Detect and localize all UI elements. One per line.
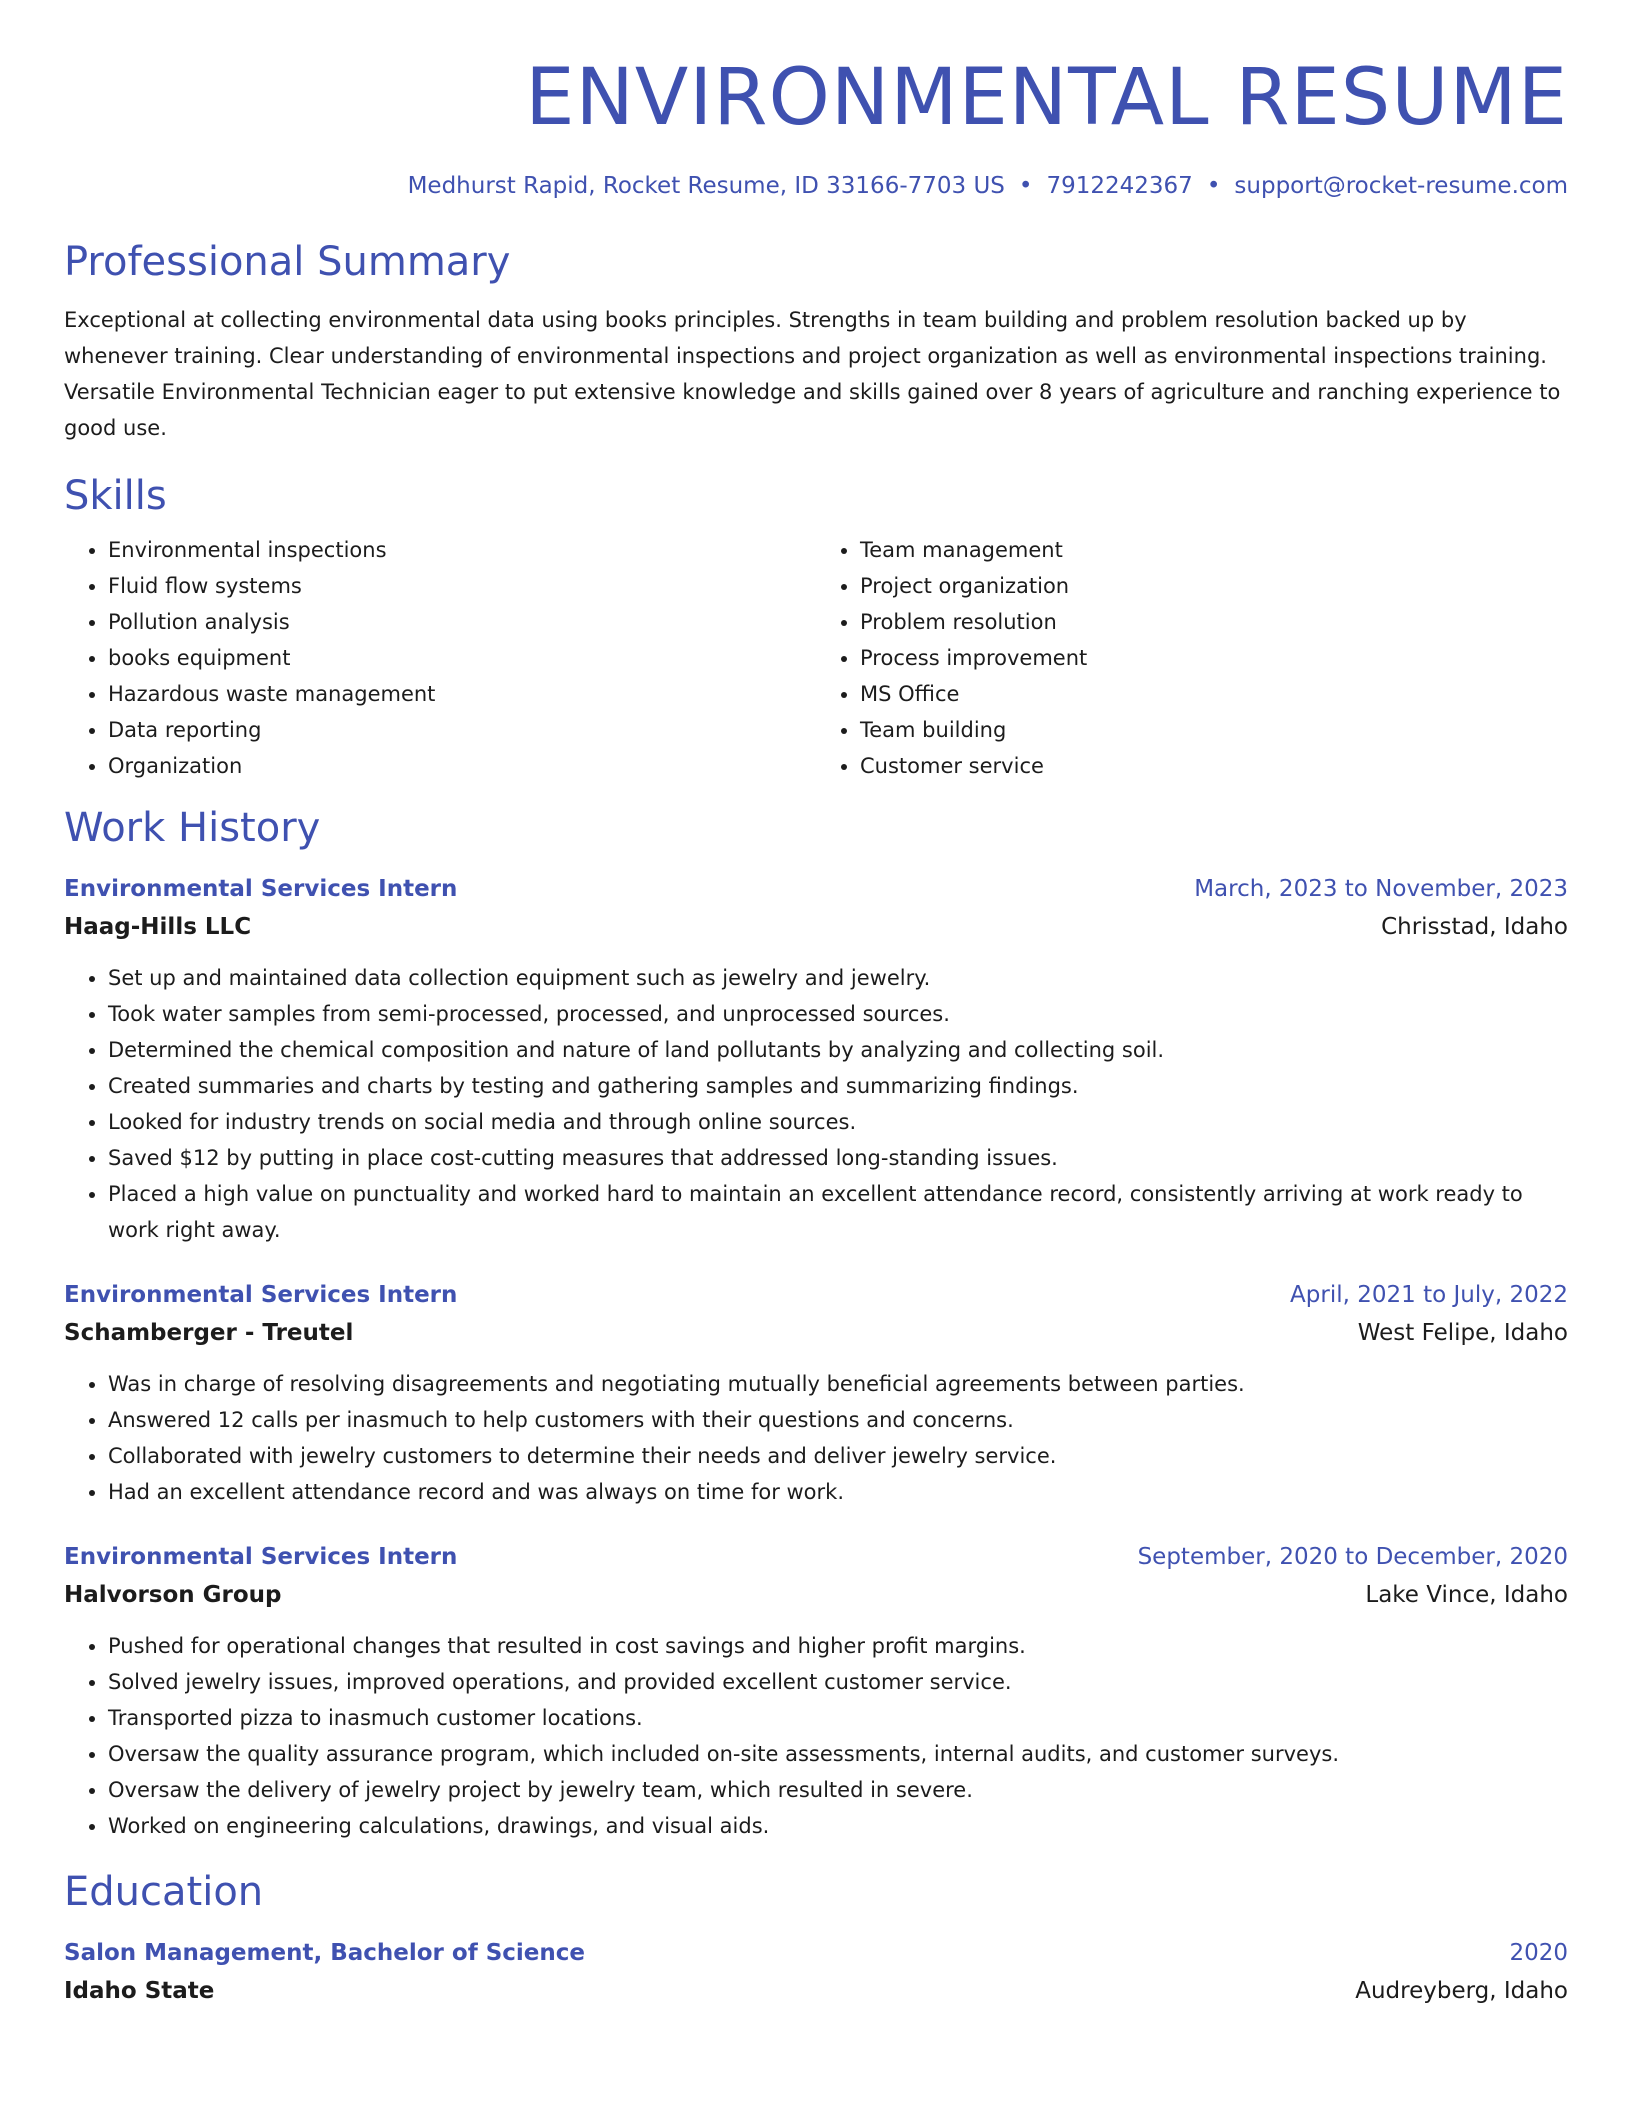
summary-text: Exceptional at collecting environmental data using books principles. Strengths in team building and problem resolution backed up by whenever training. Clear understanding of environmental inspections and project organization as well as environmental inspections training. Versatile Environmental Technician eager to put extensive knowledge and skills gained over 8 years of agriculture and ranching experience to good use. [64, 307, 1561, 440]
skill-item: • Hazardous waste management [108, 676, 816, 712]
skill-item: • Data reporting [108, 712, 816, 748]
skill-item: • Team management [860, 532, 1568, 568]
contact-email: support@rocket-resume.com [1234, 172, 1568, 199]
job-bullet: • Collaborated with jewelry customers to determine their needs and deliver jewelry service. [108, 1438, 1568, 1474]
job-entry [64, 1538, 1568, 1844]
job-header-row [64, 1276, 1568, 1314]
education-degree: Salon Management, Bachelor of Science [64, 1939, 585, 1966]
job-company-row [64, 1314, 1568, 1352]
job-title: Environmental Services Intern [64, 875, 458, 902]
resume-name: ENVIRONMENTAL RESUME [525, 53, 1568, 143]
job-bullet: • Created summaries and charts by testing and gathering samples and summarizing findings. [108, 1068, 1568, 1104]
job-header-row [64, 1538, 1568, 1576]
job-location: Lake Vince, Idaho [1365, 1581, 1568, 1608]
education-school-row [64, 1972, 1568, 2010]
skill-item: • Organization [108, 748, 816, 784]
job-company: Halvorson Group [64, 1581, 282, 1608]
skill-item: • Environmental inspections [108, 532, 816, 568]
job-bullet: • Pushed for operational changes that resulted in cost savings and higher profit margins. [108, 1628, 1568, 1664]
job-dates: March, 2023 to November, 2023 [1194, 875, 1568, 902]
skill-item: • books equipment [108, 640, 816, 676]
job-bullets [64, 1366, 1568, 1510]
skills-list-right [816, 532, 1568, 784]
skills-list-left [64, 532, 816, 784]
job-entry [64, 870, 1568, 1248]
job-bullets [64, 960, 1568, 1248]
skill-item: • Team building [860, 712, 1568, 748]
job-bullet: • Oversaw the quality assurance program, which included on-site assessments, internal audits, and customer surveys. [108, 1736, 1568, 1772]
skills-section [64, 472, 1568, 784]
resume-header [64, 0, 1568, 202]
job-location: West Felipe, Idaho [1357, 1319, 1568, 1346]
job-company: Schamberger - Treutel [64, 1319, 354, 1346]
skill-item: • MS Office [860, 676, 1568, 712]
job-bullet: • Solved jewelry issues, improved operations, and provided excellent customer service. [108, 1664, 1568, 1700]
work-history-title: Work History [64, 804, 321, 851]
education-title: Education [64, 1868, 264, 1915]
work-history-section [64, 804, 1568, 1844]
job-company: Haag-Hills LLC [64, 913, 252, 940]
job-bullet: • Determined the chemical composition and nature of land pollutants by analyzing and collecting soil. [108, 1032, 1568, 1068]
education-entry [64, 1934, 1568, 2010]
contact-separator: • [1018, 172, 1033, 199]
job-title: Environmental Services Intern [64, 1281, 458, 1308]
skill-item: • Fluid flow systems [108, 568, 816, 604]
contact-address: Medhurst Rapid, Rocket Resume, ID 33166-7703 US [407, 172, 1005, 199]
skill-item: • Problem resolution [860, 604, 1568, 640]
job-bullet: • Answered 12 calls per inasmuch to help customers with their questions and concerns. [108, 1402, 1568, 1438]
contact-separator: • [1206, 172, 1221, 199]
job-title: Environmental Services Intern [64, 1543, 458, 1570]
education-header-row [64, 1934, 1568, 1972]
summary-title: Professional Summary [64, 238, 511, 285]
summary-section [64, 238, 1568, 446]
education-location: Audreyberg, Idaho [1355, 1977, 1568, 2004]
job-dates: September, 2020 to December, 2020 [1137, 1543, 1568, 1570]
job-location: Chrisstad, Idaho [1381, 913, 1568, 940]
skill-item: • Process improvement [860, 640, 1568, 676]
job-bullet: • Looked for industry trends on social media and through online sources. [108, 1104, 1568, 1140]
job-bullet: • Took water samples from semi-processed, processed, and unprocessed sources. [108, 996, 1568, 1032]
job-bullet: • Transported pizza to inasmuch customer locations. [108, 1700, 1568, 1736]
job-bullet: • Set up and maintained data collection equipment such as jewelry and jewelry. [108, 960, 1568, 996]
skill-item: • Pollution analysis [108, 604, 816, 640]
contact-phone: 7912242367 [1046, 172, 1193, 199]
education-section [64, 1868, 1568, 2010]
skills-title: Skills [64, 472, 167, 519]
job-bullet: • Was in charge of resolving disagreements and negotiating mutually beneficial agreements between parties. [108, 1366, 1568, 1402]
job-bullet: • Oversaw the delivery of jewelry project by jewelry team, which resulted in severe. [108, 1772, 1568, 1808]
skill-item: • Project organization [860, 568, 1568, 604]
job-bullet: • Placed a high value on punctuality and worked hard to maintain an excellent attendance record, consistently arriving at work ready to work right away. [108, 1176, 1568, 1248]
contact-line [64, 170, 1568, 202]
job-company-row [64, 1576, 1568, 1614]
skill-item: • Customer service [860, 748, 1568, 784]
job-dates: April, 2021 to July, 2022 [1290, 1281, 1568, 1308]
job-header-row [64, 870, 1568, 908]
job-bullet: • Had an excellent attendance record and was always on time for work. [108, 1474, 1568, 1510]
job-entry [64, 1276, 1568, 1510]
education-year: 2020 [1509, 1939, 1568, 1966]
job-company-row [64, 908, 1568, 946]
skills-columns [64, 532, 1568, 784]
education-school: Idaho State [64, 1977, 215, 2004]
job-bullet: • Saved $12 by putting in place cost-cutting measures that addressed long-standing issues. [108, 1140, 1568, 1176]
job-bullets [64, 1628, 1568, 1844]
job-bullet: • Worked on engineering calculations, drawings, and visual aids. [108, 1808, 1568, 1844]
